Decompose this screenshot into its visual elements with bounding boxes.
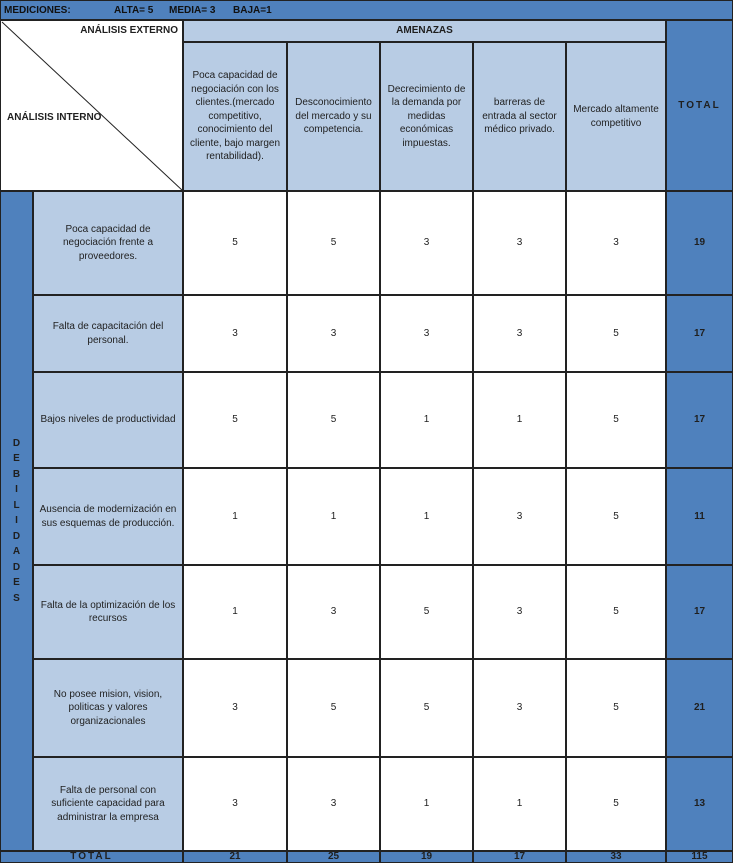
column-total-cell: 21 <box>183 851 287 863</box>
grand-total-cell: 115 <box>666 851 733 863</box>
debilidades-letter: E <box>13 453 20 465</box>
score-cell: 5 <box>287 659 380 757</box>
weakness-row-label: Falta de la optimización de los recursos <box>33 565 183 659</box>
row-total-cell: 11 <box>666 468 733 565</box>
score-cell: 3 <box>566 191 666 295</box>
score-cell: 3 <box>287 565 380 659</box>
score-cell: 3 <box>380 295 473 372</box>
score-cell: 5 <box>566 372 666 468</box>
score-cell: 5 <box>380 659 473 757</box>
score-cell: 1 <box>380 372 473 468</box>
debilidades-letters <box>13 436 20 607</box>
threat-column-header: Decrecimiento de la demanda por medidas económicas impuestas. <box>380 42 473 191</box>
column-total-cell: 17 <box>473 851 566 863</box>
score-cell: 3 <box>183 659 287 757</box>
threat-column-header: Desconocimiento del mercado y su competencia. <box>287 42 380 191</box>
row-total-cell: 19 <box>666 191 733 295</box>
score-cell: 3 <box>473 295 566 372</box>
weakness-row-label: Bajos niveles de productividad <box>33 372 183 468</box>
column-total-cell: 33 <box>566 851 666 863</box>
score-cell: 1 <box>473 757 566 851</box>
debilidades-letter: E <box>13 577 20 589</box>
threat-column-header: Poca capacidad de negociación con los clientes.(mercado competitivo, conocimiento del cliente, bajo margen rentabilidad). <box>183 42 287 191</box>
column-total-cell: 19 <box>380 851 473 863</box>
score-cell: 5 <box>287 191 380 295</box>
total-column-header: TOTAL <box>666 20 733 191</box>
weakness-row-label: Ausencia de modernización en sus esquemas de producción. <box>33 468 183 565</box>
debilidades-letter: B <box>12 468 21 480</box>
score-cell: 1 <box>287 468 380 565</box>
score-cell: 1 <box>183 468 287 565</box>
row-total-cell: 21 <box>666 659 733 757</box>
score-cell: 3 <box>473 659 566 757</box>
threat-column-header: barreras de entrada al sector médico privado. <box>473 42 566 191</box>
debilidades-letter: S <box>13 592 20 604</box>
weakness-row-label: No posee mision, vision, politicas y valores organizacionales <box>33 659 183 757</box>
score-cell: 5 <box>566 659 666 757</box>
score-cell: 5 <box>566 295 666 372</box>
score-cell: 3 <box>473 468 566 565</box>
debilidades-letter: D <box>12 530 21 542</box>
score-cell: 3 <box>183 757 287 851</box>
score-cell: 3 <box>380 191 473 295</box>
debilidades-letter: I <box>15 484 18 496</box>
score-cell: 5 <box>183 191 287 295</box>
score-cell: 5 <box>287 372 380 468</box>
debilidades-letter: D <box>12 561 21 573</box>
row-total-cell: 17 <box>666 295 733 372</box>
score-cell: 1 <box>183 565 287 659</box>
row-total-cell: 17 <box>666 565 733 659</box>
score-cell: 1 <box>380 757 473 851</box>
row-total-cell: 13 <box>666 757 733 851</box>
score-cell: 3 <box>473 191 566 295</box>
score-cell: 5 <box>566 468 666 565</box>
score-cell: 5 <box>566 757 666 851</box>
media-legend: MEDIA= 3 <box>169 5 216 16</box>
score-cell: 3 <box>473 565 566 659</box>
footer-total-label: TOTAL <box>0 851 183 863</box>
analisis-interno-label: ANÁLISIS INTERNO <box>7 112 102 123</box>
threat-column-header: Mercado altamente competitivo <box>566 42 666 191</box>
score-cell: 1 <box>473 372 566 468</box>
score-cell: 1 <box>380 468 473 565</box>
mediciones-label: MEDICIONES: <box>4 5 71 16</box>
debilidades-letter: I <box>15 515 18 527</box>
debilidades-letter: D <box>12 437 21 449</box>
corner-cell <box>0 20 183 191</box>
score-cell: 3 <box>183 295 287 372</box>
weakness-row-label: Poca capacidad de negociación frente a proveedores. <box>33 191 183 295</box>
score-cell: 3 <box>287 295 380 372</box>
score-cell: 5 <box>183 372 287 468</box>
analisis-externo-label: ANÁLISIS EXTERNO <box>80 25 178 36</box>
row-total-cell: 17 <box>666 372 733 468</box>
debilidades-letter: L <box>13 499 20 511</box>
baja-legend: BAJA=1 <box>233 5 272 16</box>
amenazas-header: AMENAZAS <box>183 20 666 42</box>
column-total-cell: 25 <box>287 851 380 863</box>
weakness-row-label: Falta de capacitación del personal. <box>33 295 183 372</box>
alta-legend: ALTA= 5 <box>114 5 154 16</box>
score-cell: 3 <box>287 757 380 851</box>
corner-diagonal <box>1 21 183 191</box>
score-cell: 5 <box>566 565 666 659</box>
debilidades-letter: A <box>12 546 21 558</box>
mediciones-bar <box>0 0 733 20</box>
debilidades-vertical-label <box>0 191 33 851</box>
weakness-row-label: Falta de personal con suficiente capacidad para administrar la empresa <box>33 757 183 851</box>
score-cell: 5 <box>380 565 473 659</box>
